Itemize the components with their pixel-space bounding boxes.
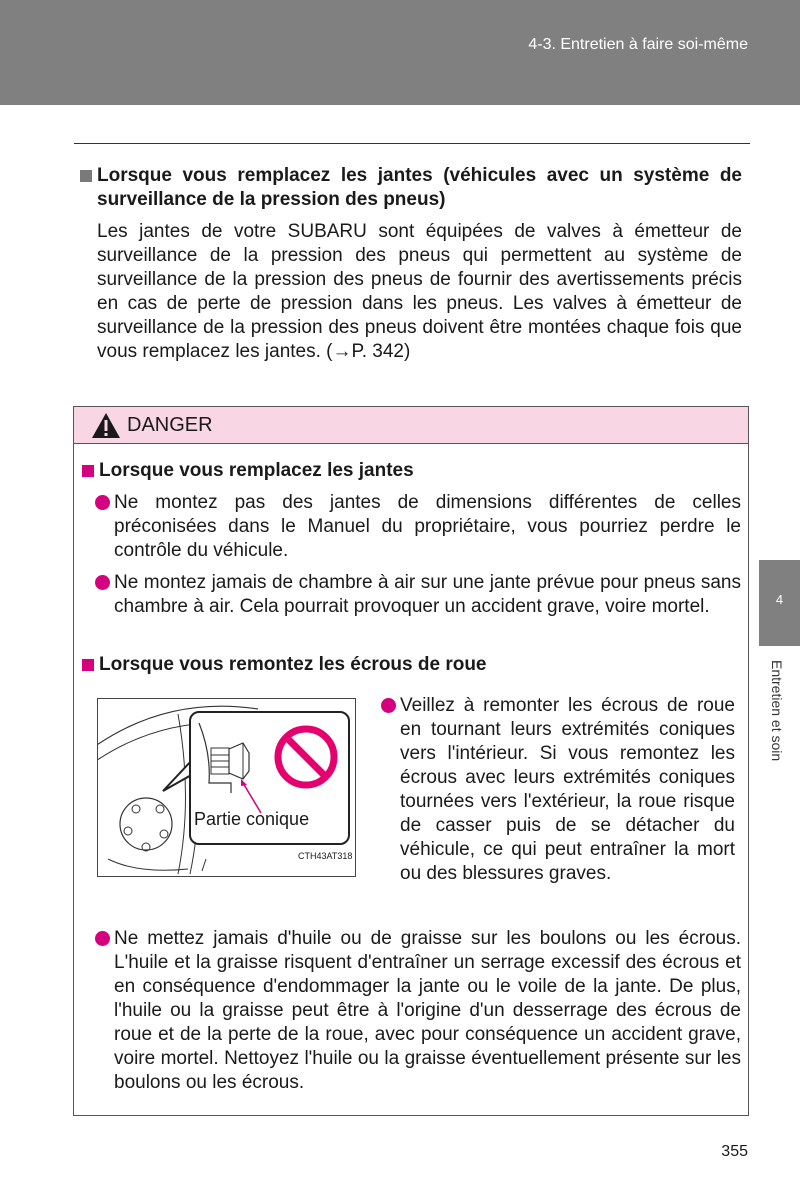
section-title: 4-3. Entretien à faire soi-même [528, 36, 748, 53]
chapter-label: Entretien et soin [769, 660, 785, 762]
bullet-text: Ne montez jamais de chambre à air sur une jante prévue pour pneus sans chambre à air. Cela pourrait provoquer un accident grave, voire mortel. [114, 572, 741, 617]
square-bullet-icon [80, 170, 92, 182]
danger-heading-nuts [82, 653, 759, 677]
header-rule [74, 143, 750, 144]
info-heading [80, 164, 742, 212]
list-item [400, 694, 735, 886]
bullet-dot-icon [95, 495, 110, 510]
callout-label: Partie conique [194, 809, 310, 829]
chapter-tab[interactable] [759, 560, 800, 646]
square-bullet-icon [82, 659, 94, 671]
list-item [114, 491, 741, 563]
danger-box [73, 406, 749, 1116]
bullet-text: Ne montez pas des jantes de dimensions différentes de celles préconisées dans le Manuel du propriétaire, vous pourriez perdre le contrôle du véhicule. [114, 492, 741, 561]
danger-heading-text: Lorsque vous remplacez les jantes [99, 460, 414, 481]
page-header [0, 0, 800, 105]
page-number: 355 [721, 1143, 748, 1160]
danger-heading-text: Lorsque vous remontez les écrous de roue [99, 654, 487, 675]
info-section [80, 164, 742, 364]
bullet-dot-icon [95, 575, 110, 590]
chapter-number: 4 [775, 592, 784, 607]
square-bullet-icon [82, 465, 94, 477]
list-item [114, 571, 741, 619]
warning-triangle-icon [91, 412, 121, 439]
bullet-dot-icon [381, 698, 396, 713]
list-item [114, 927, 741, 1095]
figure-code: CTH43AT318 [298, 851, 353, 861]
bullet-dot-icon [95, 931, 110, 946]
info-heading-text: Lorsque vous remplacez les jantes (véhicules avec un système de surveillance de la pression des pneus) [97, 165, 742, 210]
info-body: Les jantes de votre SUBARU sont équipées de valves à émetteur de surveillance de la pression des pneus qui permettent au système de surveillance de la pression des pneus de fournir des avertissements précis en cas de perte de pression dans les pneus. Les valves à émetteur de surveillance de la pression des pneus doivent être montées chaque fois que vous remplacez les jantes. (→P. 342) [97, 221, 742, 362]
danger-label: DANGER [127, 414, 213, 436]
wheel-nut-illustration [97, 698, 356, 877]
bullet-text: Ne mettez jamais d'huile ou de graisse sur les boulons ou les écrous. L'huile et la graisse risquent d'entraîner un serrage excessif des écrous et en conséquence d'endommager la jante ou le voile de la jante. De plus, l'huile ou la graisse peut être à l'origine d'un desserrage des écrous de roue et de la perte de la roue, avec pour conséquence un accident grave, voire mortel. Nettoyez l'huile ou la graisse éventuellement présente sur les boulons ou les écrous. [114, 928, 741, 1093]
danger-bar [74, 407, 748, 444]
danger-heading-rims [82, 459, 759, 483]
bullet-text: Veillez à remonter les écrous de roue en tournant leurs extrémités coniques vers l'intérieur. Si vous remontez les écrous avec leurs extrémités coniques tournées vers l'extérieur, la roue risque de casser puis de se détacher du véhicule, ce qui peut entraîner la mort ou des blessures graves. [400, 695, 735, 884]
